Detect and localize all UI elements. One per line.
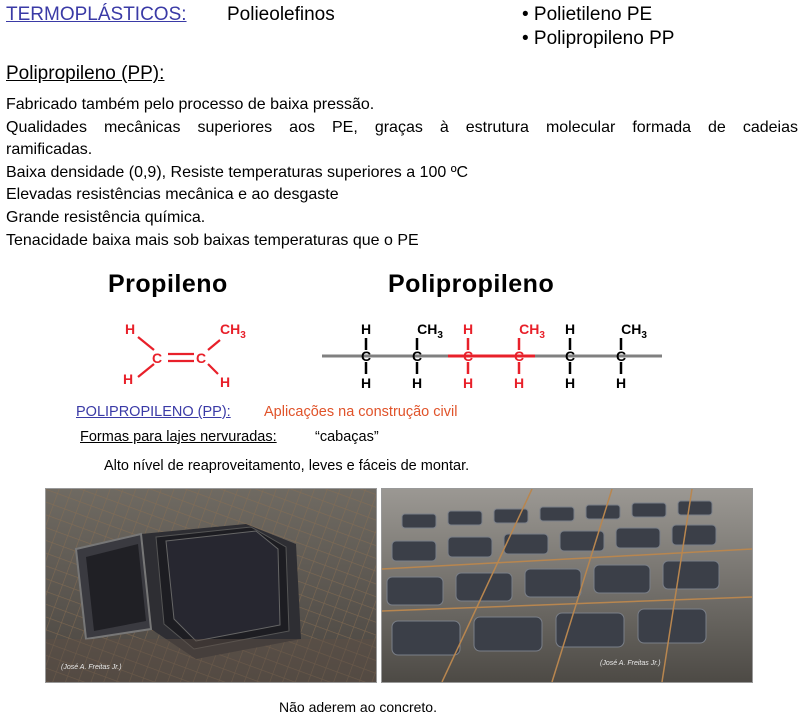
group-ch3: $CH_3$ — [417, 321, 443, 341]
atom-h: H — [411, 375, 423, 391]
photo-credit: (José A. Freitas Jr.) — [61, 664, 122, 671]
atom-c: C — [462, 348, 474, 364]
photo-credit: (José A. Freitas Jr.) — [600, 660, 661, 667]
body-line: Fabricado também pelo processo de baixa pressão. — [6, 96, 375, 113]
applications-subtitle: Aplicações na construção civil — [264, 404, 458, 420]
atom-h: H — [360, 375, 372, 391]
description-text: Alto nível de reaproveitamento, leves e fáceis de montar. — [104, 458, 470, 474]
footer-note: Não aderem ao concreto. — [279, 699, 437, 715]
group-ch3: $CH_3$ — [220, 321, 246, 341]
group-ch3: $CH_3$ — [519, 321, 545, 341]
atom-h: H — [462, 321, 474, 337]
atom-c: C — [411, 348, 423, 364]
header-subtitle: Polieolefinos — [227, 4, 335, 25]
section-title: Polipropileno (PP): — [6, 63, 165, 84]
atom-h: H — [564, 321, 576, 337]
formas-label: Formas para lajes nervuradas: — [80, 429, 277, 445]
atom-h: H — [564, 375, 576, 391]
polypropylene-chain — [322, 321, 662, 391]
body-line: Baixa densidade (0,9), Resiste temperaturas superiores a 100 ºC — [6, 163, 469, 181]
atom-h: H — [123, 371, 134, 387]
stacked-forms-image — [46, 489, 376, 682]
bullet-polietileno: • Polietileno PE — [522, 4, 653, 25]
body-line: Tenacidade baixa mais sob baixas temperaturas que o PE — [6, 231, 419, 249]
forms-grid-image — [382, 489, 752, 682]
chemical-structures — [0, 310, 799, 402]
body-line: Grande resistência química. — [6, 208, 206, 226]
atom-h: H — [615, 375, 627, 391]
section-body — [6, 94, 798, 252]
cabacas-label: “cabaças” — [315, 429, 379, 445]
atom-h: H — [462, 375, 474, 391]
atom-c: C — [152, 350, 163, 366]
atom-h: H — [360, 321, 372, 337]
atom-h: H — [125, 321, 136, 337]
atom-c: C — [513, 348, 525, 364]
atom-c: C — [196, 350, 207, 366]
photo-forms-grid — [381, 488, 753, 683]
atom-h: H — [513, 375, 525, 391]
propileno-label: Propileno — [108, 270, 228, 298]
photo-stacked-forms — [45, 488, 377, 683]
atom-c: C — [564, 348, 576, 364]
header-title: TERMOPLÁSTICOS: — [6, 4, 187, 25]
atom-c: C — [615, 348, 627, 364]
atom-h: H — [220, 374, 231, 390]
bullet-polipropileno: • Polipropileno PP — [522, 28, 675, 49]
applications-title: POLIPROPILENO (PP): — [76, 404, 231, 420]
propylene-molecule — [123, 321, 246, 390]
polipropileno-label: Polipropileno — [388, 270, 555, 298]
body-line: Elevadas resistências mecânica e ao desgaste — [6, 186, 339, 204]
body-line: ramificadas. — [6, 141, 93, 159]
atom-c: C — [360, 348, 372, 364]
group-ch3: $CH_3$ — [621, 321, 647, 341]
body-line: Qualidades mecânicas superiores aos PE, graças à estrutura molecular formada de cadeias — [6, 118, 798, 136]
